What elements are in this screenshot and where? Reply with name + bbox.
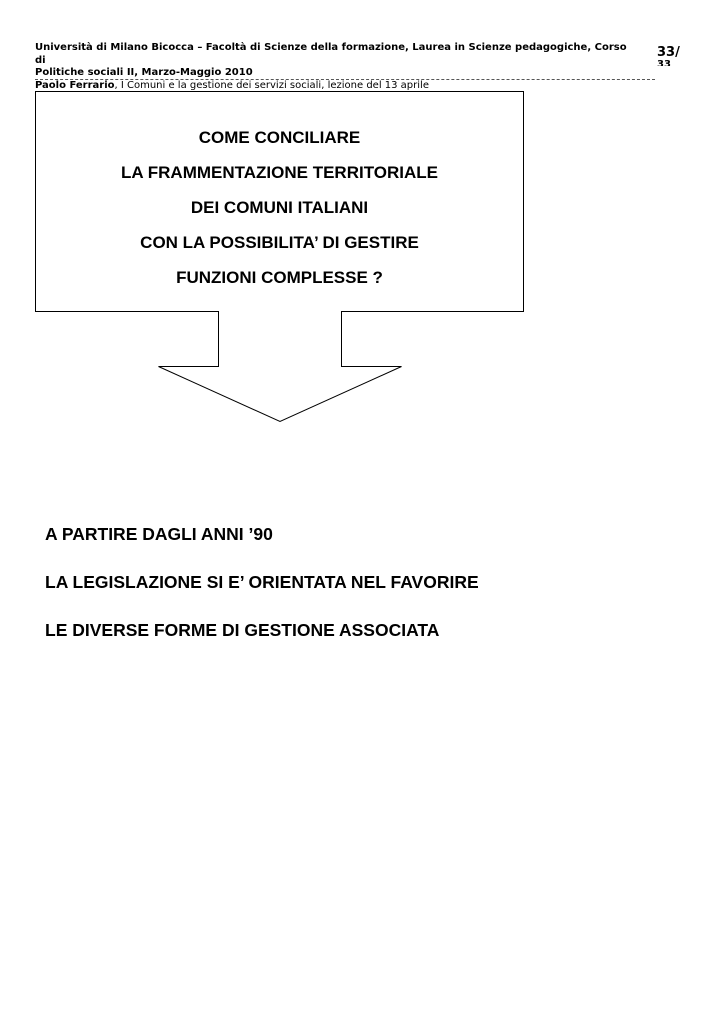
callout-line: LA FRAMMENTAZIONE TERRITORIALE [121,163,438,182]
answer-line: LA LEGISLAZIONE SI E’ ORIENTATA NEL FAVORIRE [45,572,479,592]
header-author: Paolo Ferrario [35,79,115,91]
callout-line: DEI COMUNI ITALIANI [190,198,369,217]
header-lecture-title: , I Comuni e la gestione dei servizi sociali, lezione del 13 aprile [114,79,429,91]
answer-line: LE DIVERSE FORME DI GESTIONE ASSOCIATA [45,620,440,640]
callout-line: COME CONCILIARE [198,128,361,147]
page-number-total: 33 [657,59,671,66]
callout-question [35,124,524,299]
page-number-current: 33/ [657,46,680,60]
header-line-course: Politiche sociali II, Marzo-Maggio 2010 [35,67,253,78]
callout-line: FUNZIONI COMPLESSE ? [176,268,383,287]
answer-text [45,520,479,664]
answer-line: A PARTIRE DAGLI ANNI ’90 [45,524,273,544]
callout-line: CON LA POSSIBILITA’ DI GESTIRE [140,233,419,252]
header-line-university: Università di Milano Bicocca – Facoltà di Scienze della formazione, Laurea in Scienze pedagogiche, Corso di [35,42,627,66]
